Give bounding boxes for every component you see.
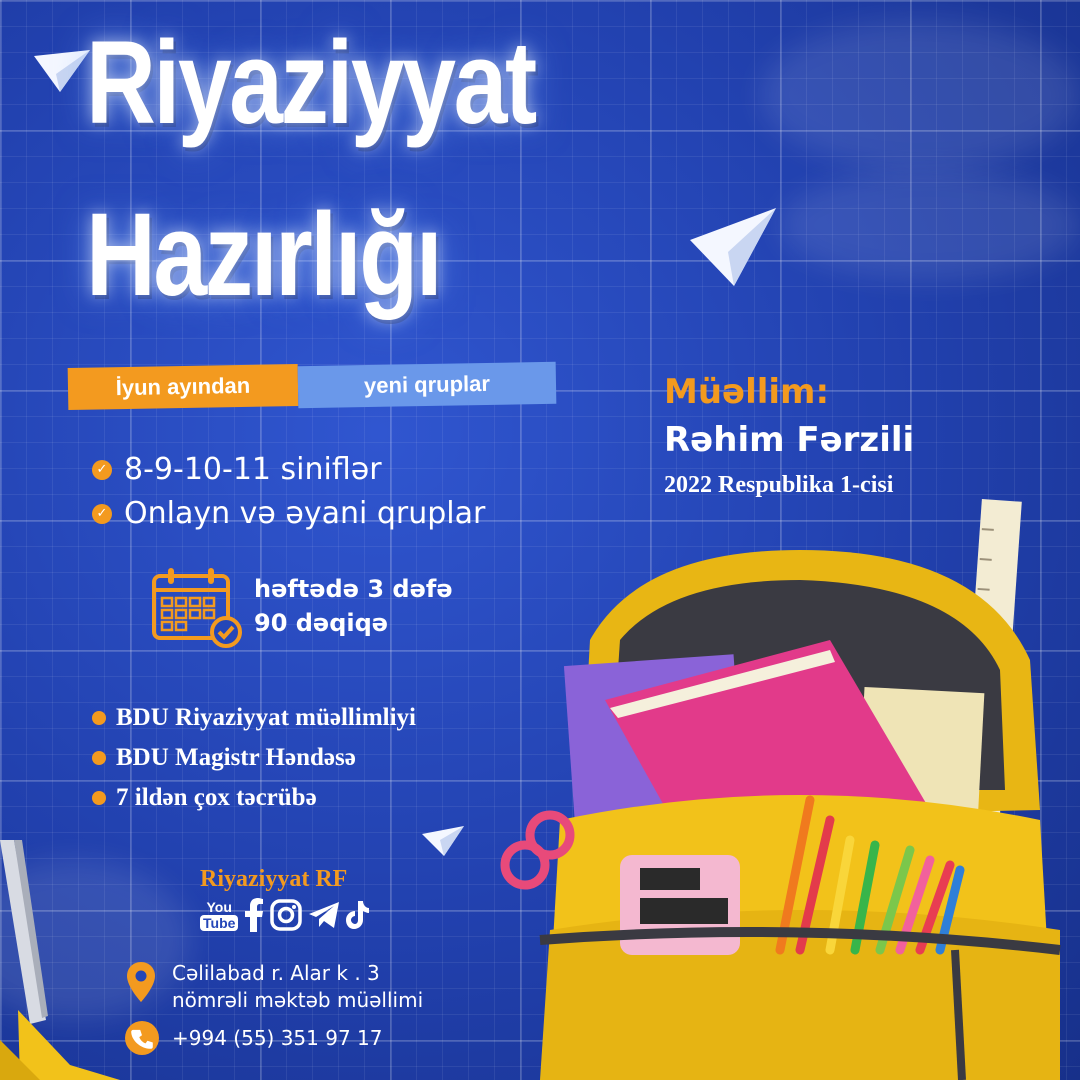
- schedule-duration: 90 dəqiqə: [254, 609, 389, 637]
- schedule: [254, 572, 453, 640]
- phone-number[interactable]: +994 (55) 351 97 17: [172, 1025, 383, 1050]
- teacher-award: 2022 Respublika 1-cisi: [664, 472, 894, 498]
- credential-text: BDU Riyaziyyat müəllimliyi: [116, 704, 416, 731]
- address: [124, 960, 423, 1014]
- bullet-dot: [92, 711, 106, 725]
- feature-item: [92, 452, 382, 487]
- paper-plane-icon: [420, 824, 466, 858]
- feature-item: [92, 496, 485, 531]
- schedule-frequency: həftədə 3 dəfə: [254, 575, 453, 603]
- teacher-label: Müəllim:: [664, 372, 830, 412]
- scissors-icon: [0, 840, 140, 1080]
- backpack-illustration: [500, 490, 1080, 1080]
- feature-text: 8-9-10-11 siniflər: [124, 452, 382, 487]
- social-icons: [200, 898, 370, 932]
- feature-text: Onlayn və əyani qruplar: [124, 496, 486, 531]
- youtube-text-top: You: [206, 899, 232, 915]
- tag-new-groups: [298, 362, 557, 408]
- bullet-dot: [92, 751, 106, 765]
- youtube-icon[interactable]: [200, 899, 238, 931]
- facebook-icon[interactable]: [244, 898, 264, 932]
- tag-june-label: İyun ayından: [115, 372, 251, 401]
- tag-new-groups-label: yeni qruplar: [363, 370, 491, 399]
- title-line-2: Hazırlığı: [86, 189, 441, 321]
- check-icon: ✓: [92, 504, 112, 524]
- address-line-2: nömrəli məktəb müəllimi: [172, 988, 424, 1012]
- telegram-icon[interactable]: [308, 900, 340, 930]
- credential-text: BDU Magistr Həndəsə: [116, 744, 356, 771]
- calendar-icon: [150, 566, 246, 650]
- tiktok-icon[interactable]: [346, 900, 370, 930]
- brand-name: Riyaziyyat RF: [200, 866, 348, 892]
- youtube-text-bottom: Tube: [200, 915, 238, 931]
- tag-june: [68, 364, 299, 410]
- chalk-smudge: [780, 170, 1080, 280]
- check-icon: ✓: [92, 460, 112, 480]
- instagram-icon[interactable]: [270, 899, 302, 931]
- address-text: [172, 960, 423, 1014]
- credential-item: [92, 744, 356, 772]
- teacher-name: Rəhim Fərzili: [664, 420, 915, 460]
- title-line-1: Riyaziyyat: [86, 17, 535, 149]
- phone: [124, 1020, 383, 1056]
- bullet-dot: [92, 791, 106, 805]
- paper-plane-icon: [30, 48, 94, 98]
- chalk-smudge: [760, 20, 1080, 170]
- credential-item: [92, 704, 416, 732]
- credential-item: [92, 784, 317, 812]
- credential-text: 7 ildən çox təcrübə: [116, 784, 317, 811]
- address-line-1: Cəlilabad r. Alar k . 3: [172, 961, 380, 985]
- paper-plane-icon: [688, 206, 780, 292]
